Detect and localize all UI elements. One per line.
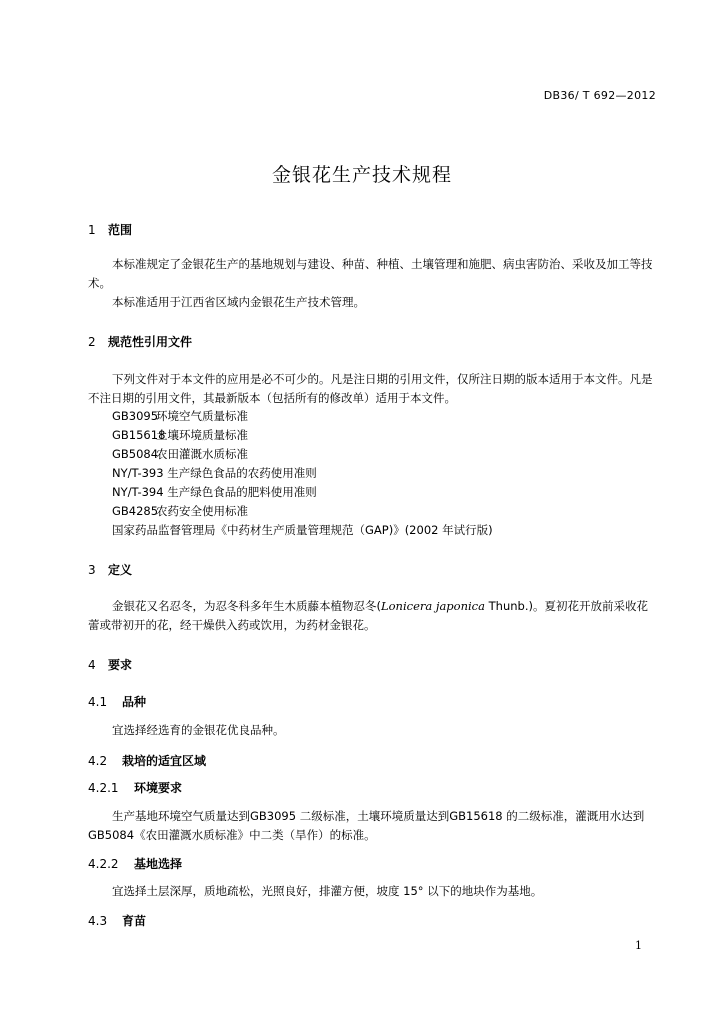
reference-code: NY/T-394	[112, 485, 164, 499]
reference-code: GB5084	[112, 447, 159, 461]
reference-title: 农田灌溉水质标准	[156, 447, 248, 461]
reference-code: GB4285	[112, 504, 159, 518]
section-number: 4.2	[88, 754, 108, 768]
section-title: 栽培的适宜区域	[122, 754, 207, 768]
reference-code: GB3095	[112, 409, 159, 423]
reference-code: GB15618	[112, 428, 166, 442]
section-4-1-paragraph: 宜选择经选育的金银花优良品种。	[112, 723, 285, 737]
reference-code: NY/T-393	[112, 466, 164, 480]
section-title: 范围	[108, 223, 133, 237]
section-number: 4.1	[88, 695, 108, 709]
section-title: 基地选择	[134, 857, 183, 871]
section-number: 4.2.1	[88, 781, 119, 795]
section-title: 品种	[122, 695, 147, 709]
section-number: 2	[88, 335, 96, 349]
section-2-paragraph-1: 下列文件对于本文件的应用是必不可少的。凡是注日期的引用文件，仅所注日期的版本适用于本文件。凡是不注日期的引用文件，其最新版本（包括所有的修改单）适用于本文件。	[88, 372, 653, 405]
reference-row	[112, 503, 248, 519]
definition-text-cont: Thunb.)。夏初花开放前采收花蕾或带初开的花，经干燥供入药或饮用，为药材金银花。	[88, 599, 648, 632]
section-1-heading	[88, 221, 132, 238]
reference-row-gap: 国家药品监督管理局《中药材生产质量管理规范（GAP)》(2002 年试行版)	[112, 523, 493, 537]
section-number: 4.2.2	[88, 857, 119, 871]
section-title: 环境要求	[134, 781, 183, 795]
section-number: 4	[88, 658, 96, 672]
latin-name: Lonicera japonica	[380, 599, 485, 613]
section-1-paragraph-2: 本标准适用于江西省区域内金银花生产技术管理。	[112, 295, 365, 309]
definition-text: 金银花又名忍冬，为忍冬科多年生木质藤本植物忍冬(	[112, 599, 381, 613]
section-2-heading	[88, 333, 192, 350]
section-4-2-2-heading	[88, 855, 182, 872]
reference-title: 生产绿色食品的肥料使用准则	[167, 485, 317, 499]
reference-title: 生产绿色食品的农药使用准则	[167, 466, 317, 480]
document-title: 金银花生产技术规程	[271, 164, 452, 186]
section-4-2-heading	[88, 752, 206, 769]
section-number: 4.3	[88, 914, 108, 928]
reference-title: 农药安全使用标准	[156, 504, 248, 518]
section-number: 1	[88, 223, 96, 237]
reference-row	[112, 465, 317, 481]
section-4-2-1-heading	[88, 779, 182, 796]
section-3-paragraph-1	[88, 597, 658, 635]
section-3-heading	[88, 561, 132, 578]
reference-row	[112, 427, 248, 443]
section-1-paragraph-1: 本标准规定了金银花生产的基地规划与建设、种苗、种植、土壤管理和施肥、病虫害防治、采收及加工等技术。	[88, 257, 653, 290]
section-4-3-heading	[88, 912, 146, 929]
reference-row	[112, 484, 317, 500]
section-title: 定义	[108, 563, 133, 577]
section-title: 育苗	[122, 914, 147, 928]
section-4-2-2-paragraph: 宜选择土层深厚，质地疏松，光照良好，排灌方便，坡度 15° 以下的地块作为基地。	[112, 884, 543, 898]
page-number: 1	[635, 939, 642, 952]
section-number: 3	[88, 563, 96, 577]
reference-row	[112, 408, 248, 424]
reference-title: 土壤环境质量标准	[156, 428, 248, 442]
standard-code: DB36/ T 692—2012	[543, 89, 656, 102]
section-4-1-heading	[88, 693, 146, 710]
reference-row	[112, 446, 248, 462]
reference-title: 环境空气质量标准	[156, 409, 248, 423]
section-title: 要求	[108, 658, 133, 672]
section-title: 规范性引用文件	[108, 335, 193, 349]
section-4-heading	[88, 656, 132, 673]
section-4-2-1-paragraph: 生产基地环境空气质量达到GB3095 二级标准，土壤环境质量达到GB15618 的二级标准，灌溉用水达到GB5084《农田灌溉水质标准》中二类（旱作）的标准。	[88, 809, 645, 842]
